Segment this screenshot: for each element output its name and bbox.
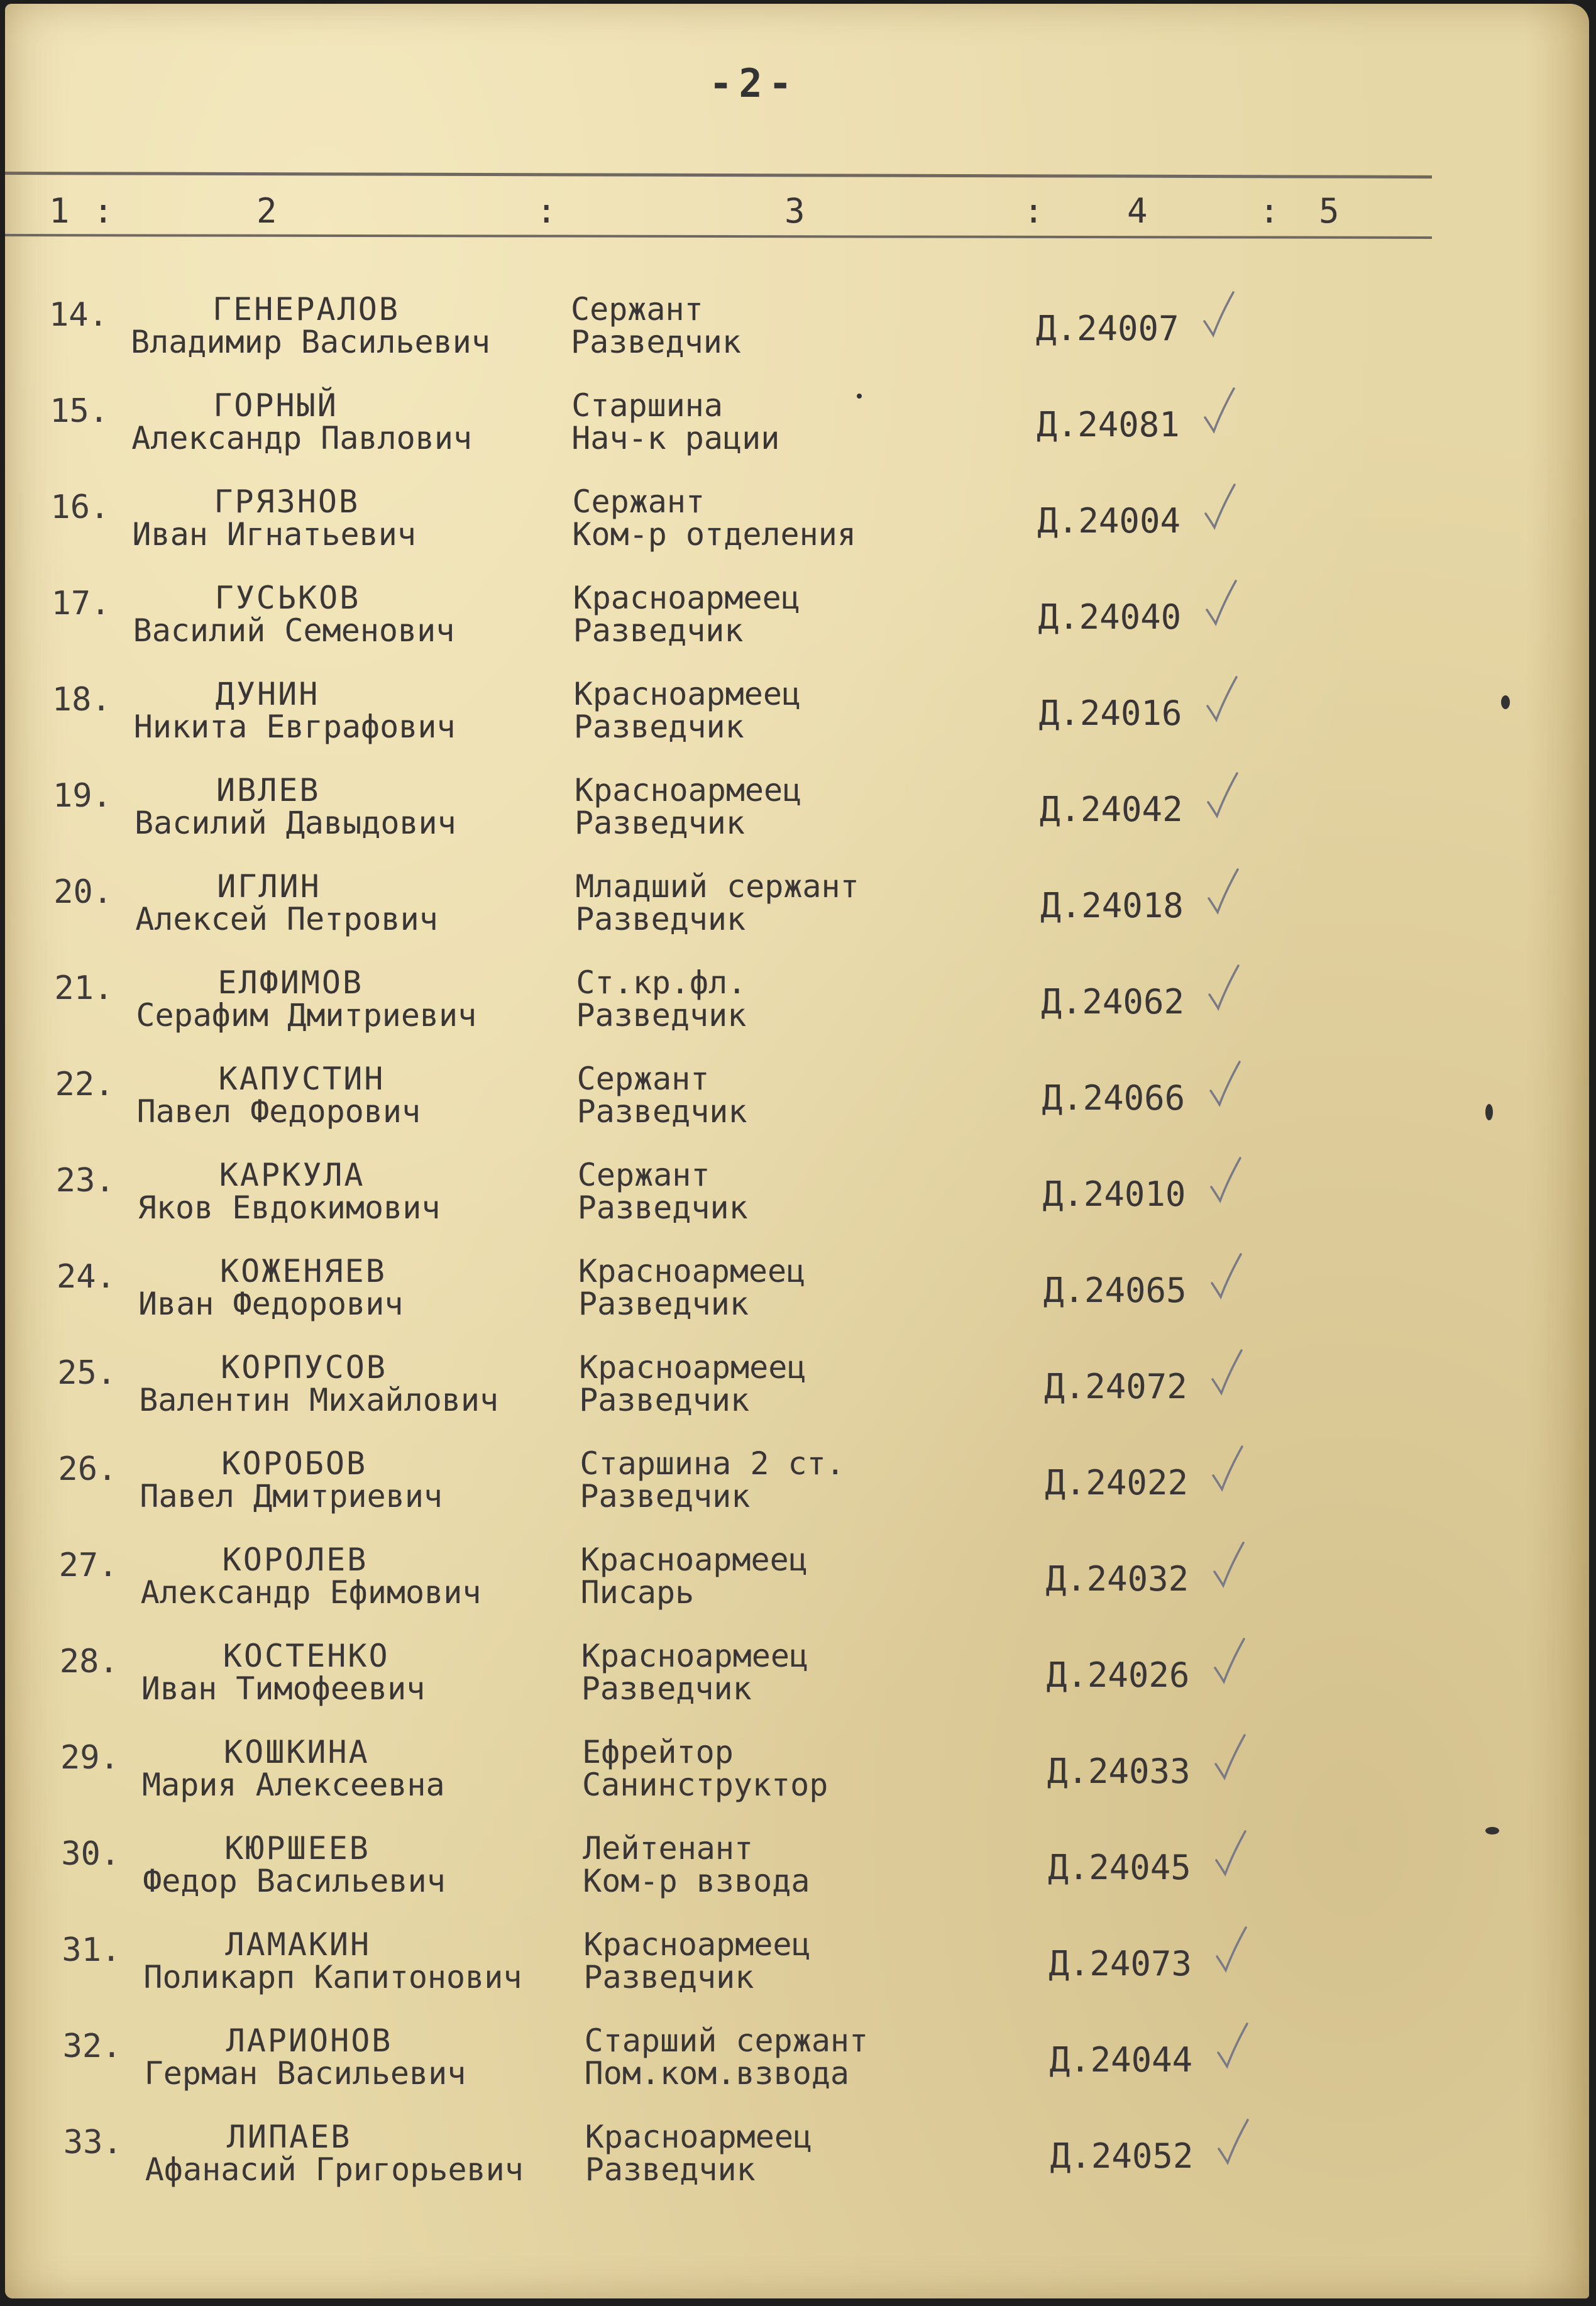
position: Разведчик (577, 1189, 748, 1226)
checkmark-icon (1212, 1925, 1250, 1975)
table-row (5, 1252, 1589, 1346)
table-row (5, 675, 1589, 769)
checkmark-icon (1211, 1733, 1248, 1783)
table-row (5, 1540, 1589, 1635)
reference-number: Д.24026 (1046, 1655, 1190, 1695)
table-row (5, 1059, 1589, 1154)
position: Разведчик (579, 1382, 750, 1418)
rank: Красноармеец (578, 1253, 806, 1289)
given-names: Иван Федорович (138, 1286, 404, 1322)
column-separator: : (536, 191, 557, 231)
row-number: 28. (59, 1643, 119, 1680)
row-number: 22. (55, 1066, 114, 1103)
row-number: 15. (50, 392, 109, 430)
checkmark-icon (1210, 1636, 1248, 1687)
rank: Сержант (577, 1157, 710, 1193)
rank: Красноармеец (573, 676, 801, 712)
reference-number: Д.24016 (1038, 693, 1182, 733)
rank: Старший сержант (584, 2022, 869, 2059)
rank: Старшина (571, 387, 724, 424)
given-names: Александр Павлович (131, 420, 473, 456)
table-row (5, 2021, 1589, 2116)
position: Нач-к рации (571, 420, 780, 456)
reference-number: Д.24052 (1050, 2136, 1194, 2176)
surname: ГРЯЗНОВ (214, 483, 360, 520)
checkmark-icon (1211, 1829, 1249, 1879)
checkmark-icon (1203, 675, 1240, 725)
surname: ГУСЬКОВ (214, 580, 361, 616)
given-names: Серафим Дмитриевич (136, 997, 477, 1034)
position: Разведчик (581, 1670, 752, 1707)
table-row (5, 386, 1589, 480)
rank: Младший сержант (575, 868, 859, 905)
given-names: Герман Васильевич (144, 2055, 466, 2092)
table-row (5, 867, 1589, 961)
checkmark-icon (1206, 1156, 1244, 1206)
reference-number: Д.24062 (1041, 982, 1184, 1022)
rank: Красноармеец (581, 1638, 809, 1674)
table-row (5, 963, 1589, 1057)
surname: КОРОЛЕВ (222, 1542, 368, 1578)
table-row (5, 2117, 1589, 2212)
given-names: Алексей Петрович (135, 901, 438, 937)
ink-mark (857, 394, 862, 399)
given-names: Афанасий Григорьевич (145, 2151, 524, 2188)
table-row (5, 1733, 1589, 1827)
given-names: Иван Игнатьевич (132, 516, 416, 553)
table-row (5, 1636, 1589, 1731)
position: Разведчик (575, 901, 746, 937)
checkmark-icon (1204, 963, 1242, 1013)
surname: ГЕНЕРАЛОВ (212, 291, 400, 328)
row-number: 30. (61, 1835, 121, 1873)
rank: Красноармеец (579, 1349, 806, 1386)
position: Ком-р отделения (572, 516, 856, 553)
surname: КОСТЕНКО (223, 1638, 390, 1674)
column-separator: : (93, 191, 114, 231)
ink-mark (1485, 1104, 1493, 1120)
position: Разведчик (573, 612, 744, 649)
header-rule-top (5, 172, 1432, 179)
reference-number: Д.24032 (1045, 1559, 1189, 1599)
checkmark-icon (1208, 1444, 1246, 1494)
page-number: -2- (709, 60, 798, 106)
column-header-5: 5 (1319, 191, 1340, 231)
given-names: Иван Тимофеевич (141, 1670, 426, 1707)
row-number: 25. (57, 1354, 117, 1392)
surname: ИГЛИН (217, 868, 321, 905)
given-names: Павел Федорович (136, 1093, 421, 1130)
checkmark-icon (1201, 482, 1238, 532)
given-names: Александр Ефимович (140, 1574, 482, 1611)
rank: Ст.кр.фл. (576, 964, 747, 1001)
rank: Красноармеец (573, 580, 800, 616)
ink-mark (1501, 695, 1510, 709)
row-number: 23. (55, 1162, 115, 1200)
checkmark-icon (1206, 1059, 1243, 1110)
reference-number: Д.24040 (1038, 597, 1182, 637)
reference-number: Д.24018 (1040, 886, 1184, 925)
column-separator: : (1259, 191, 1280, 231)
reference-number: Д.24010 (1042, 1174, 1186, 1214)
position: Писарь (580, 1574, 695, 1611)
given-names: Павел Дмитриевич (140, 1478, 443, 1514)
checkmark-icon (1200, 386, 1238, 436)
position: Ком-р взвода (583, 1863, 810, 1899)
table-row (5, 578, 1589, 673)
given-names: Федор Васильевич (143, 1863, 446, 1899)
surname: КОРОБОВ (221, 1445, 368, 1482)
column-header-4: 4 (1127, 191, 1148, 231)
ink-mark (1485, 1827, 1499, 1834)
reference-number: Д.24066 (1042, 1078, 1186, 1118)
surname: КОРПУСОВ (221, 1349, 388, 1386)
position: Разведчик (583, 1959, 754, 1995)
table-row (5, 1925, 1589, 2019)
checkmark-icon (1213, 2021, 1251, 2072)
rank: Красноармеец (585, 2119, 813, 2155)
reference-number: Д.24044 (1049, 2040, 1193, 2080)
position: Разведчик (573, 709, 744, 745)
checkmark-icon (1202, 578, 1240, 629)
checkmark-icon (1209, 1540, 1247, 1591)
checkmark-icon (1208, 1348, 1245, 1398)
position: Разведчик (585, 2151, 756, 2188)
column-separator: : (1023, 191, 1044, 231)
reference-number: Д.24072 (1044, 1367, 1187, 1406)
surname: ЛАРИОНОВ (226, 2022, 393, 2059)
reference-number: Д.24045 (1048, 1848, 1191, 1887)
surname: КОЖЕНЯЕВ (220, 1253, 387, 1289)
table-row (5, 482, 1589, 576)
position: Пом.ком.взвода (584, 2055, 850, 2092)
table-row (5, 1156, 1589, 1250)
reference-number: Д.24073 (1048, 1944, 1192, 1983)
position: Разведчик (576, 1093, 747, 1130)
position: Разведчик (578, 1286, 749, 1322)
checkmark-icon (1204, 867, 1241, 917)
surname: КЮРШЕЕВ (224, 1830, 370, 1867)
surname: ЕЛФИМОВ (217, 964, 364, 1001)
row-number: 24. (57, 1258, 116, 1296)
surname: КОШКИНА (224, 1734, 370, 1770)
rank: Сержант (576, 1061, 710, 1097)
table-row (5, 1444, 1589, 1538)
surname: КАПУСТИН (218, 1061, 385, 1097)
row-number: 17. (51, 585, 111, 622)
given-names: Мария Алексеевна (142, 1767, 445, 1803)
reference-number: Д.24022 (1045, 1463, 1188, 1503)
row-number: 18. (52, 681, 111, 719)
reference-number: Д.24004 (1037, 501, 1180, 541)
reference-number: Д.24042 (1040, 790, 1183, 829)
rank: Красноармеец (575, 772, 802, 808)
column-header-1: 1 (49, 191, 70, 231)
surname: ЛАМАКИН (225, 1926, 371, 1963)
surname: ГОРНЫЙ (213, 387, 338, 424)
table-row (5, 1829, 1589, 1923)
row-number: 21. (54, 969, 114, 1007)
surname: ИВЛЕВ (216, 772, 321, 808)
rank: Ефрейтор (582, 1734, 734, 1770)
position: Разведчик (575, 805, 745, 841)
rank: Красноармеец (580, 1542, 808, 1578)
position: Разведчик (580, 1478, 751, 1514)
row-number: 20. (53, 873, 113, 911)
reference-number: Д.24065 (1043, 1271, 1187, 1310)
column-header-3: 3 (784, 191, 805, 231)
table-row (5, 771, 1589, 865)
checkmark-icon (1199, 290, 1237, 340)
surname: ДУНИН (215, 676, 320, 712)
row-number: 14. (49, 296, 108, 334)
given-names: Василий Семенович (133, 612, 455, 649)
table-row (5, 290, 1589, 384)
reference-number: Д.24007 (1036, 309, 1179, 348)
row-number: 26. (58, 1450, 118, 1488)
row-number: 29. (60, 1739, 119, 1777)
checkmark-icon (1207, 1252, 1245, 1302)
rank: Лейтенант (583, 1830, 754, 1867)
given-names: Владимир Васильевич (131, 324, 490, 360)
header-rule-bottom (5, 234, 1432, 239)
column-header-2: 2 (256, 191, 277, 231)
position: Санинструктор (582, 1767, 828, 1803)
checkmark-icon (1214, 2117, 1252, 2168)
row-number: 16. (50, 488, 110, 526)
position: Разведчик (576, 997, 747, 1034)
row-number: 19. (53, 777, 112, 815)
row-number: 31. (62, 1931, 121, 1969)
rank: Красноармеец (583, 1926, 811, 1963)
position: Разведчик (571, 324, 741, 360)
row-number: 32. (62, 2027, 122, 2065)
reference-number: Д.24033 (1047, 1752, 1191, 1791)
given-names: Поликарп Капитонович (143, 1959, 522, 1995)
rank: Сержант (571, 291, 703, 328)
checkmark-icon (1203, 771, 1241, 821)
surname: ЛИПАЕВ (226, 2119, 352, 2155)
given-names: Василий Давыдович (135, 805, 456, 841)
given-names: Яков Евдокимович (137, 1189, 441, 1226)
rank: Старшина 2 ст. (580, 1445, 845, 1482)
given-names: Валентин Михайлович (139, 1382, 499, 1418)
row-number: 33. (63, 2124, 123, 2161)
table-row (5, 1348, 1589, 1442)
reference-number: Д.24081 (1037, 405, 1180, 444)
row-number: 27. (58, 1547, 118, 1584)
rank: Сержант (572, 483, 705, 520)
given-names: Никита Евграфович (133, 709, 456, 745)
document-page (5, 4, 1589, 2298)
surname: КАРКУЛА (219, 1157, 365, 1193)
